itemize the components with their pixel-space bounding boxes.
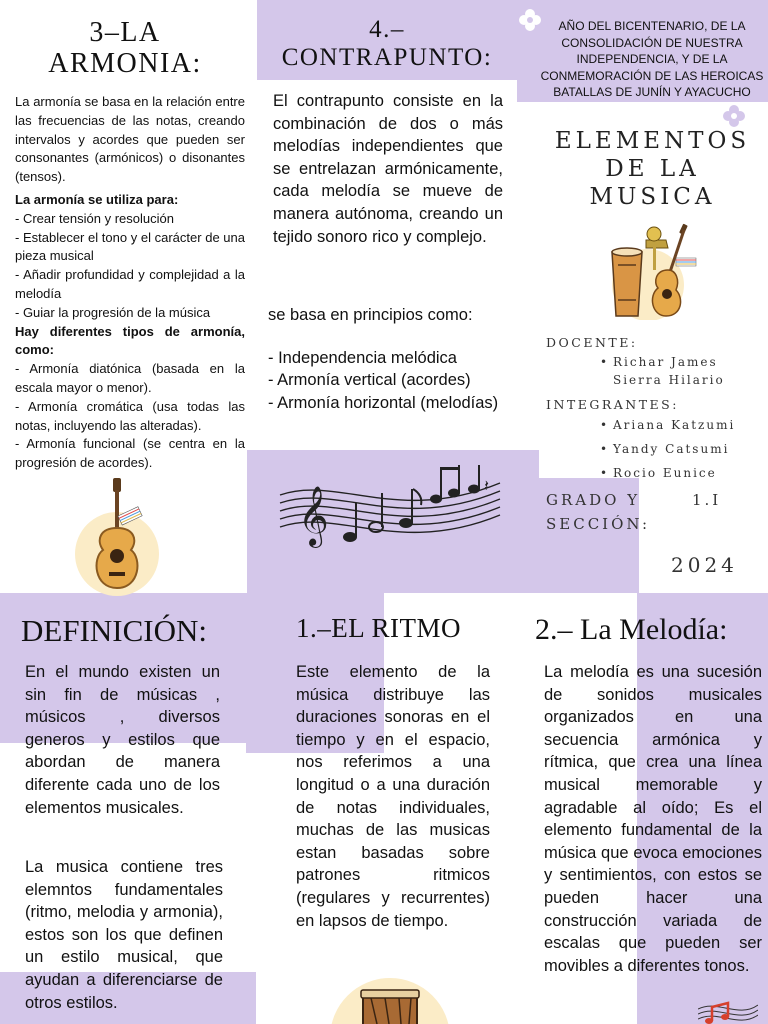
grado-label: GRADO Y	[546, 491, 641, 509]
docente-name-line2: Sierra Hilario	[613, 373, 725, 387]
instruments-illustration	[598, 220, 702, 320]
flower-icon	[518, 8, 542, 32]
armonia-use-item: - Añadir profundidad y complejidad a la melodía	[15, 267, 245, 301]
contrapunto-principle-item: - Armonía horizontal (melodías)	[268, 393, 499, 412]
cover-title	[540, 127, 765, 211]
armonia-title-line2: ARMONIA:	[48, 47, 202, 79]
contrapunto-body: El contrapunto consiste en la combinación de dos o más melodías independientes que se entrelazan armónicamente, cada melodía se mueve de manera autónoma, creando un tejido sonoro rico y complejo.	[273, 92, 503, 246]
ritmo-body: Este elemento de la música distribuye las duraciones sonoras en el tiempo y en el espacio, nos referimos a una longitud o a una duración de notas individuales, muchas de las musicas estan basadas sobre patrones ritmicos (regulares y recurrentes) en lapsos de tiempo.	[296, 663, 490, 930]
music-staff-illustration	[278, 465, 503, 555]
docente-label: DOCENTE:	[546, 335, 638, 350]
integrante-item: • Yandy Catsumi	[613, 440, 729, 458]
armonia-type-item: - Armonía diatónica (basada en la escala mayor o menor).	[15, 361, 245, 395]
svg-text:𝄽: 𝄽	[484, 476, 489, 495]
grado-value: 1.I	[692, 491, 722, 509]
armonia-use-item: - Crear tensión y resolución	[15, 210, 174, 226]
contrapunto-principles-intro: se basa en principios como:	[268, 306, 473, 324]
docente-name-line1: • Richar James	[613, 355, 718, 369]
armonia-type-item: - Armonía cromática (usa todas las notas, incluyendo las alteradas).	[15, 398, 245, 433]
armonia-uses-heading: La armonía se utiliza para:	[15, 191, 179, 207]
definicion-title: DEFINICIÓN:	[21, 613, 207, 648]
contrapunto-principle-item: - Independencia melódica	[268, 348, 457, 367]
armonia-title-line1: 3–LA	[89, 17, 161, 48]
flower-icon	[722, 104, 746, 128]
definicion-p2: La musica contiene tres elemntos fundamentales (ritmo, melodia y armonia), estos son los que definen un estilo musical, que ayudan a diferenciarse de otros estilos.	[25, 858, 223, 1012]
music-note-decoration	[698, 995, 758, 1024]
cover-title-line3: MUSICA	[589, 184, 716, 210]
armonia-intro: La armonía se basa en la relación entre las frecuencias de las notas, creando intervalos y acordes que pueden ser consonantes (armónicos) o disonantes (tensos).	[15, 94, 245, 185]
cover-title-line2: DE LA	[605, 156, 700, 182]
cover-year: 2024	[671, 553, 738, 577]
cover-header: AÑO DEL BICENTENARIO, DE LA CONSOLIDACIÓN DE NUESTRA INDEPENDENCIA, Y DE LA CONMEMORACIÓN DE LAS HEROICAS BATALLAS DE JUNÍN Y AYACUCHO	[540, 19, 764, 100]
integrante-item: • Rocio Eunice	[613, 464, 717, 482]
drum-illustration	[325, 978, 455, 1024]
armonia-use-item: - Guiar la progresión de la música	[15, 304, 211, 320]
armonia-body	[15, 93, 245, 473]
armonia-title	[20, 18, 230, 80]
armonia-types-heading: Hay diferentes tipos de armonía, como:	[15, 323, 245, 358]
contrapunto-title-line1: 4.–	[369, 16, 405, 43]
armonia-type-item: - Armonía funcional (se centra en la progresión de acordes).	[15, 436, 245, 471]
integrantes-label: INTEGRANTES:	[546, 397, 679, 412]
contrapunto-title	[262, 16, 512, 71]
definicion-p1: En el mundo existen un sin fin de músicas , músicos , diversos generos y estilos que abordan de manera diferente cada uno de los elementos musicales.	[25, 663, 220, 817]
integrante-item: • Ariana Katzumi	[613, 416, 735, 434]
guitar-illustration	[70, 476, 165, 596]
seccion-label: SECCIÓN:	[546, 515, 651, 533]
cover-title-line1: ELEMENTOS	[554, 128, 751, 154]
contrapunto-principle-item: - Armonía vertical (acordes)	[268, 371, 471, 390]
contrapunto-principles	[268, 304, 518, 414]
ritmo-title: 1.–EL RITMO	[296, 613, 461, 643]
svg-text:𝄞: 𝄞	[298, 486, 329, 546]
contrapunto-title-line2: CONTRAPUNTO:	[281, 43, 493, 71]
melodia-title: 2.– La Melodía:	[535, 613, 728, 646]
armonia-use-item: - Establecer el tono y el carácter de una pieza musical	[15, 229, 245, 264]
docente-name	[613, 353, 725, 389]
melodia-body: La melodía es una sucesión de sonidos musicales organizados en una secuencia armónica y rítmica, que crea una línea musical memorable y agradable al oído; Es el elemento fundamental de la música que evoca emociones y sentimientos, con estos se pueden hacer una construcción variada de escalas que pueden ser movibles a diferentes tonos.	[544, 663, 762, 975]
